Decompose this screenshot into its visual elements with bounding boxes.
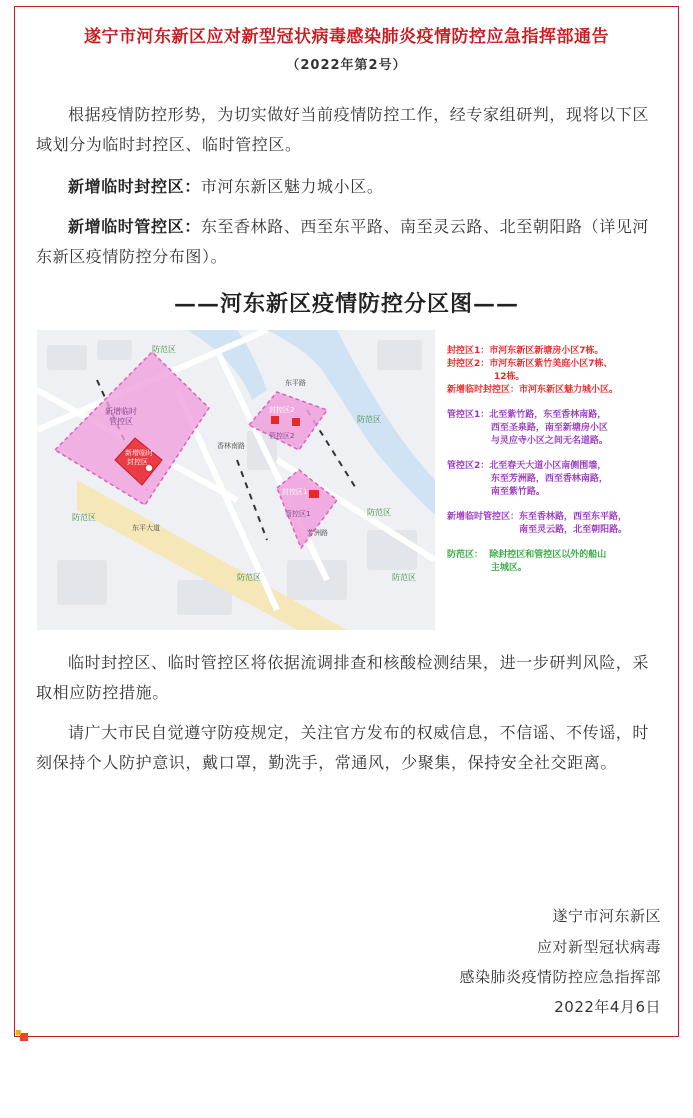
legend-item: 封控区2：市河东新区紫竹美庭小区7栋、 12栋。 — [447, 359, 613, 382]
zone-map-svg — [37, 330, 435, 630]
map-label-control1: 管控区1 — [285, 510, 311, 518]
seal-zone-2b — [292, 418, 300, 426]
legend-item: 封控区1：市河东新区新塘房小区7栋。 — [447, 346, 604, 356]
legend-item: 新增临时封控区：市河东新区魅力城小区。 — [447, 385, 619, 395]
intro-paragraph: 根据疫情防控形势，为切实做好当前疫情防控工作，经专家组研判，现将以下区域划分为临时封控区、临时管控区。 — [36, 105, 650, 154]
followup-paragraph-1: 临时封控区、临时管控区将依据流调排查和核酸检测结果，进一步研判风险，采取相应防控措施。 — [36, 653, 650, 702]
map-label-fangfan: 防范区 — [152, 345, 176, 354]
road-label: 东平大道 — [132, 524, 160, 532]
map-label-fangfan: 防范区 — [237, 573, 261, 582]
followup-paragraph-2: 请广大市民自觉遵守防疫规定，关注官方发布的权威信息，不信谣、不传谣，时刻保持个人防护意识，戴口罩，勤洗手，常通风，少聚集，保持安全社交距离。 — [36, 723, 650, 772]
map-label-fangfan: 防范区 — [392, 573, 416, 582]
map-label-new-control: 新增临时 — [105, 407, 137, 416]
zone-map — [37, 330, 435, 630]
legend-item: 新增临时管控区：东至香林路，西至东平路， 南至灵云路，北至朝阳路。 — [447, 512, 628, 535]
map-label-new-control: 管控区 — [109, 417, 133, 426]
signature-line-2: 应对新型冠状病毒 — [536, 938, 661, 956]
map-legend — [447, 345, 677, 575]
map-label-fangfan: 防范区 — [367, 508, 391, 517]
corner-decoration-icon — [15, 1028, 29, 1042]
map-title: ——河东新区疫情防控分区图—— — [173, 291, 519, 317]
legend-item: 管控区1：北至紫竹路，东至香林南路， 西至圣泉路，南至新塘房小区 与灵应寺小区之间无名道路。 — [447, 410, 608, 446]
map-label-fangfan: 防范区 — [357, 415, 381, 424]
seal-label: 新增临时封控区： — [68, 177, 201, 196]
map-label-new-seal: 封控区 — [127, 458, 148, 466]
map-label-seal2: 封控区2 — [269, 406, 295, 414]
legend-item: 管控区2：北至春天大道小区南侧围墙， 东至芳洲路，西至香林南路， 南至紫竹路。 — [447, 461, 608, 497]
notice-title: 遂宁市河东新区应对新型冠状病毒感染肺炎疫情防控应急指挥部通告 — [84, 27, 609, 47]
control-paragraph — [36, 212, 662, 272]
seal-zone-2a — [271, 416, 279, 424]
seal-zone-1 — [309, 490, 319, 498]
road-label: 香林南路 — [217, 442, 245, 450]
control-text: 东至香林路、西至东平路、南至灵云路、北至朝阳路（详见河东新区疫情防控分布图）。 — [36, 217, 650, 266]
signature-date: 2022年4月6日 — [554, 998, 661, 1016]
road-label: 东平路 — [285, 379, 306, 387]
legend-item: 防范区： 除封控区和管控区以外的船山 主城区。 — [447, 550, 607, 573]
seal-text: 市河东新区魅力城小区。 — [200, 177, 384, 196]
seal-paragraph — [36, 172, 662, 202]
signature-line-3: 感染肺炎疫情防控应急指挥部 — [459, 968, 661, 986]
map-label-seal1: 封控区1 — [282, 488, 308, 496]
map-label-control2: 管控区2 — [269, 432, 295, 440]
map-label-new-seal: 新增临时 — [125, 449, 153, 457]
map-label-fangfan: 防范区 — [72, 513, 96, 522]
control-label: 新增临时管控区： — [68, 217, 201, 236]
signature-line-1: 遂宁市河东新区 — [552, 907, 661, 925]
notice-number: （2022年第2号） — [286, 58, 407, 73]
road-label: 芳洲路 — [307, 529, 328, 537]
